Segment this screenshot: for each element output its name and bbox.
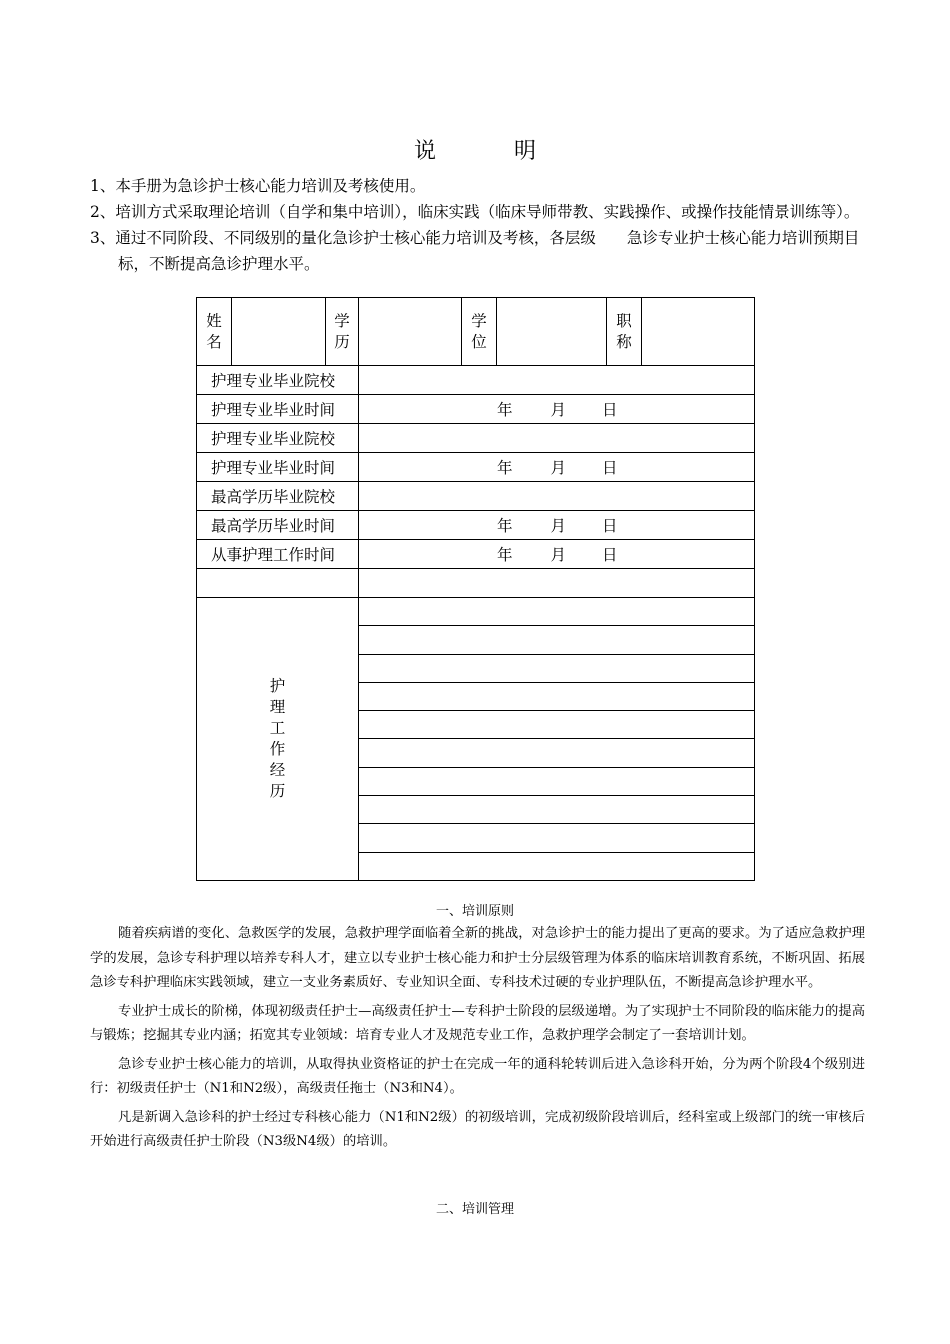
day-label: 日: [602, 546, 618, 564]
row-label: 护理专业毕业院校: [197, 424, 359, 453]
form-row: [197, 540, 755, 569]
degree-field[interactable]: [497, 298, 607, 366]
day-label: 日: [602, 517, 618, 535]
blank-value-cell[interactable]: [359, 569, 755, 598]
experience-line[interactable]: [359, 682, 755, 710]
month-label: 月: [550, 517, 567, 535]
row-label: 护理专业毕业时间: [197, 395, 359, 424]
year-label: 年: [497, 517, 513, 535]
day-label: 日: [602, 401, 618, 419]
month-label: 月: [550, 459, 567, 477]
row-label: 最高学历毕业院校: [197, 482, 359, 511]
form-header-row: [197, 298, 755, 366]
section-title-management: 二、培训管理: [435, 1202, 514, 1217]
title-label: 职称: [607, 298, 642, 366]
day-label: 日: [602, 459, 618, 477]
row-label: 护理专业毕业院校: [197, 366, 359, 395]
name-field[interactable]: [232, 298, 326, 366]
title-field[interactable]: [642, 298, 755, 366]
date-field[interactable]: [359, 511, 755, 540]
experience-line[interactable]: [359, 739, 755, 767]
experience-line[interactable]: [359, 824, 755, 852]
experience-line[interactable]: [359, 852, 755, 880]
year-label: 年: [497, 401, 513, 419]
experience-label: 护理工作经历: [197, 598, 359, 881]
row-label: 护理专业毕业时间: [197, 453, 359, 482]
experience-line[interactable]: [359, 598, 755, 626]
personal-info-form: [196, 297, 755, 881]
form-row: [197, 395, 755, 424]
principles-body: [90, 922, 865, 1159]
date-field[interactable]: [359, 540, 755, 569]
paragraph: 专业护士成长的阶梯，体现初级责任护士—高级责任护士—专科护士阶段的层级递增。为了实现护士不同阶段的临床能力的提高与锻炼；挖掘其专业内涵；拓宽其专业领域：培育专业人才及规范专业工作，急救护理学会制定了一套培训计划。: [90, 1003, 865, 1043]
paragraph: 急诊专业护士核心能力的培训，从取得执业资格证的护士在完成一年的通科轮转训后进入急诊科开始，分为两个阶段4个级别进行：初级责任护士（N1和N2级），高级责任拖士（N3和N4）。: [90, 1056, 865, 1096]
form-row: [197, 511, 755, 540]
experience-line[interactable]: [359, 654, 755, 682]
form-row: [197, 424, 755, 453]
degree-label: 学位: [462, 298, 497, 366]
school-field[interactable]: [359, 424, 755, 453]
month-label: 月: [550, 401, 567, 419]
row-label: 最高学历毕业时间: [197, 511, 359, 540]
form-row: [197, 366, 755, 395]
intro-item-3: 3、通过不同阶段、不同级别的量化急诊护士核心能力培训及考核，各层级 急诊专业护士核心能力培训预期目标，不断提高急诊护理水平。: [90, 229, 860, 273]
month-label: 月: [550, 546, 567, 564]
education-field[interactable]: [359, 298, 462, 366]
name-label: 姓名: [197, 298, 232, 366]
form-row: [197, 482, 755, 511]
school-field[interactable]: [359, 482, 755, 511]
experience-line[interactable]: [359, 767, 755, 795]
paragraph: 随着疾病谱的变化、急救医学的发展，急救护理学面临着全新的挑战，对急诊护士的能力提出了更高的要求。为了适应急救护理学的发展，急诊专科护理以培养专科人才，建立以专业护士核心能力和护士分层级管理为体系的临床培训教育系统，不断巩固、拓展急诊专科护理临床实践领域，建立一支业务素质好、专业知识全面、专科技术过硬的专业护理队伍，不断提高急诊护理水平。: [90, 926, 865, 990]
section-title-principles: 一、培训原则: [435, 904, 514, 919]
form-row: [197, 453, 755, 482]
row-label: 从事护理工作时间: [197, 540, 359, 569]
date-field[interactable]: [359, 453, 755, 482]
intro-item-2: 2、培训方式采取理论培训（自学和集中培训），临床实践（临床导师带教、实践操作、或操作技能情景训练等）。: [90, 203, 860, 221]
blank-label-cell[interactable]: [197, 569, 359, 598]
intro-item-1: 1、本手册为急诊护士核心能力培训及考核使用。: [90, 177, 426, 195]
school-field[interactable]: [359, 366, 755, 395]
education-label: 学历: [326, 298, 359, 366]
page-title: 说 明: [413, 139, 564, 164]
date-field[interactable]: [359, 395, 755, 424]
year-label: 年: [497, 459, 513, 477]
year-label: 年: [497, 546, 513, 564]
experience-line[interactable]: [359, 796, 755, 824]
paragraph: 凡是新调入急诊科的护士经过专科核心能力（N1和N2级）的初级培训，完成初级阶段培训后，经科室或上级部门的统一审核后开始进行高级责任护士阶段（N3级N4级）的培训。: [90, 1109, 865, 1149]
experience-line[interactable]: [359, 626, 755, 654]
blank-row: [197, 569, 755, 598]
experience-line[interactable]: [359, 711, 755, 739]
experience-row: [197, 598, 755, 626]
intro-list: [90, 173, 865, 277]
